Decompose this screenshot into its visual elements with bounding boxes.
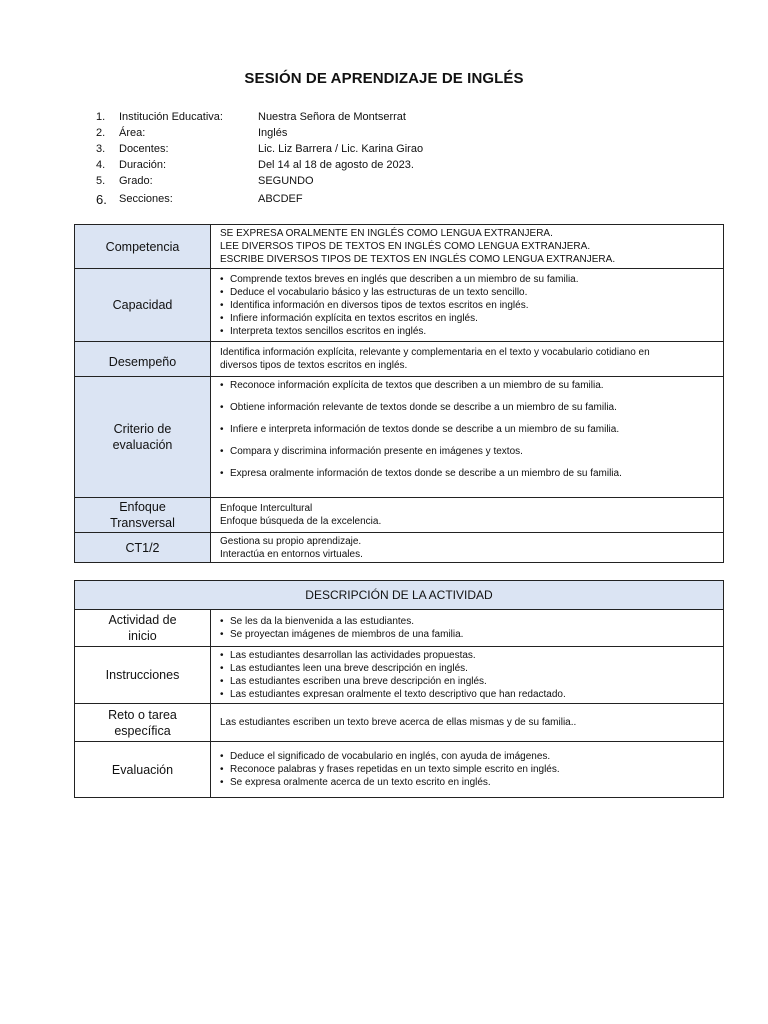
reto-label-line: específica bbox=[114, 723, 171, 738]
info-value: Inglés bbox=[258, 127, 288, 139]
ct-content bbox=[211, 533, 723, 562]
evaluacion-label: Evaluación bbox=[75, 742, 211, 797]
info-row-grade bbox=[96, 173, 656, 189]
competencia-row bbox=[75, 225, 723, 268]
info-row-area bbox=[96, 125, 656, 141]
activity-description-table bbox=[74, 580, 724, 798]
criterio-item: • Reconoce información explícita de textos que describen a un miembro de su familia. bbox=[220, 379, 723, 392]
capacidad-row bbox=[75, 268, 723, 341]
competencia-line: SE EXPRESA ORALMENTE EN INGLÉS COMO LENGUA EXTRANJERA. bbox=[220, 228, 553, 239]
reto-text: Las estudiantes escriben un texto breve acerca de ellas mismas y de su familia.. bbox=[220, 717, 577, 728]
info-number: 1. bbox=[96, 111, 106, 123]
enfoque-line: Enfoque Intercultural bbox=[220, 503, 313, 514]
instrucciones-item: • Las estudiantes desarrollan las actividades propuestas. bbox=[220, 649, 723, 662]
desempeno-label: Desempeño bbox=[75, 342, 211, 376]
criterio-label bbox=[75, 377, 211, 497]
competencia-content bbox=[211, 225, 723, 268]
reto-row bbox=[75, 703, 723, 741]
actividad-label-line: Actividad de bbox=[108, 613, 177, 627]
info-number: 6. bbox=[96, 191, 107, 207]
criterio-label-line: Criterio de bbox=[113, 422, 172, 436]
info-number: 3. bbox=[96, 143, 106, 155]
enfoque-label-line: Transversal bbox=[110, 516, 175, 530]
info-value: Lic. Liz Barrera / Lic. Karina Girao bbox=[258, 143, 424, 155]
info-number: 2. bbox=[96, 127, 106, 139]
reto-label bbox=[75, 704, 211, 741]
info-label: Grado: bbox=[119, 175, 153, 187]
reto-content bbox=[211, 704, 723, 741]
desempeno-row bbox=[75, 341, 723, 376]
capacidad-item: • Deduce el vocabulario básico y las estructuras de un texto sencillo. bbox=[220, 286, 723, 299]
instrucciones-row bbox=[75, 646, 723, 703]
instrucciones-item: • Las estudiantes expresan oralmente el texto descriptivo que han redactado. bbox=[220, 688, 723, 701]
ct-line: Gestiona su propio aprendizaje. bbox=[220, 535, 362, 547]
enfoque-label bbox=[75, 498, 211, 532]
enfoque-row bbox=[75, 497, 723, 532]
criterio-content bbox=[211, 377, 723, 497]
enfoque-content bbox=[211, 498, 723, 532]
info-row-duration bbox=[96, 157, 656, 173]
info-value: SEGUNDO bbox=[258, 175, 314, 187]
evaluacion-item: • Reconoce palabras y frases repetidas en un texto simple escrito en inglés. bbox=[220, 763, 723, 776]
instrucciones-item: • Las estudiantes leen una breve descripción en inglés. bbox=[220, 662, 723, 675]
info-label: Secciones: bbox=[119, 193, 173, 205]
instrucciones-label: Instrucciones bbox=[75, 647, 211, 703]
competencia-label: Competencia bbox=[75, 225, 211, 268]
capacidad-label: Capacidad bbox=[75, 269, 211, 341]
competencia-line: LEE DIVERSOS TIPOS DE TEXTOS EN INGLÉS COMO LENGUA EXTRANJERA. bbox=[220, 241, 591, 252]
evaluacion-item: • Se expresa oralmente acerca de un texto escrito en inglés. bbox=[220, 776, 723, 789]
actividad-item: • Se proyectan imágenes de miembros de una familia. bbox=[220, 628, 723, 641]
desempeno-line: diversos tipos de textos escritos en inglés. bbox=[220, 360, 408, 371]
ct-label: CT1/2 bbox=[75, 533, 211, 562]
activity-description-header: DESCRIPCIÓN DE LA ACTIVIDAD bbox=[75, 581, 723, 609]
criterio-item: • Compara y discrimina información presente en imágenes y textos. bbox=[220, 445, 723, 458]
ct-line: Interactúa en entornos virtuales. bbox=[220, 548, 363, 560]
session-details-table bbox=[74, 224, 724, 563]
desempeno-content bbox=[211, 342, 723, 376]
instrucciones-item: • Las estudiantes escriben una breve descripción en inglés. bbox=[220, 675, 723, 688]
info-value: Nuestra Señora de Montserrat bbox=[258, 111, 406, 123]
criterio-item: • Obtiene información relevante de textos donde se describe a un miembro de su familia. bbox=[220, 401, 723, 414]
info-number: 5. bbox=[96, 175, 106, 187]
capacidad-content bbox=[211, 269, 723, 341]
competencia-line: ESCRIBE DIVERSOS TIPOS DE TEXTOS EN INGLÉS COMO LENGUA EXTRANJERA. bbox=[220, 254, 616, 265]
desempeno-line: Identifica información explícita, relevante y complementaria en el texto y vocabulario cotidiano en bbox=[220, 347, 650, 358]
evaluacion-item: • Deduce el significado de vocabulario en inglés, con ayuda de imágenes. bbox=[220, 750, 723, 763]
capacidad-item: • Interpreta textos sencillos escritos en inglés. bbox=[220, 325, 723, 338]
criterio-row bbox=[75, 376, 723, 497]
info-value: Del 14 al 18 de agosto de 2023. bbox=[258, 159, 414, 171]
info-number: 4. bbox=[96, 159, 106, 171]
general-info-list bbox=[96, 109, 656, 209]
criterio-item: • Infiere e interpreta información de textos donde se describe a un miembro de su familia. bbox=[220, 423, 723, 436]
info-label: Docentes: bbox=[119, 143, 169, 155]
ct-row bbox=[75, 532, 723, 562]
actividad-item: • Se les da la bienvenida a las estudiantes. bbox=[220, 615, 723, 628]
info-label: Área: bbox=[119, 127, 146, 139]
evaluacion-content bbox=[211, 742, 723, 797]
enfoque-label-line: Enfoque bbox=[119, 500, 166, 514]
capacidad-item: • Comprende textos breves en inglés que describen a un miembro de su familia. bbox=[220, 273, 723, 286]
instrucciones-content bbox=[211, 647, 723, 703]
info-row-institution bbox=[96, 109, 656, 125]
capacidad-item: • Infiere información explícita en textos escritos en inglés. bbox=[220, 312, 723, 325]
evaluacion-row bbox=[75, 741, 723, 797]
criterio-label-line: evaluación bbox=[112, 438, 173, 452]
info-label: Duración: bbox=[119, 159, 167, 171]
info-row-sections bbox=[96, 189, 656, 209]
enfoque-line: Enfoque búsqueda de la excelencia. bbox=[220, 516, 382, 527]
reto-label-line: Reto o tarea bbox=[108, 707, 177, 722]
actividad-inicio-label bbox=[75, 610, 211, 646]
info-label: Institución Educativa: bbox=[119, 111, 223, 123]
criterio-item: • Expresa oralmente información de textos donde se describe a un miembro de su familia. bbox=[220, 467, 723, 480]
actividad-label-line: inicio bbox=[128, 629, 157, 643]
capacidad-item: • Identifica información en diversos tipos de textos escritos en inglés. bbox=[220, 299, 723, 312]
info-value: ABCDEF bbox=[258, 193, 303, 205]
page-title: SESIÓN DE APRENDIZAJE DE INGLÉS bbox=[244, 70, 524, 87]
info-row-teachers bbox=[96, 141, 656, 157]
actividad-inicio-content bbox=[211, 610, 723, 646]
actividad-inicio-row bbox=[75, 609, 723, 646]
